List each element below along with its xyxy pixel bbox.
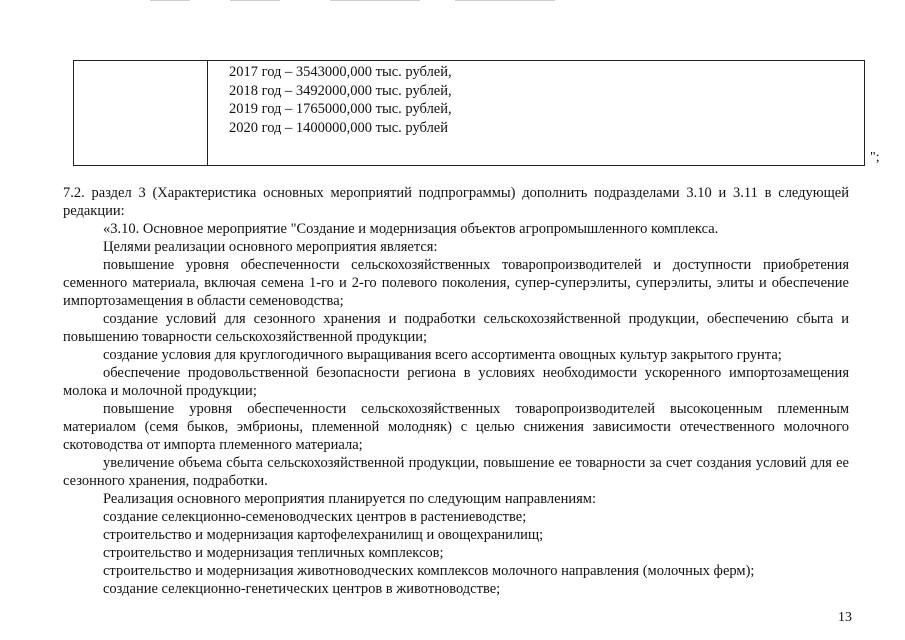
paragraph-goal-breeding: повышение уровня обеспеченности сельскохозяйственных товаропроизводителей высокоценным племенным материалом (семя быков, эмбрионы, племенной молодняк) с целью снижения зависимости отечественного молочного скотоводства от импорта племенного материала;: [63, 401, 849, 453]
financing-row-2017: 2017 год – 3543000,000 тыс. рублей,: [229, 64, 452, 80]
scan-artifact: [230, 0, 280, 1]
list-item: создание селекционно-генетических центров в животноводстве;: [103, 581, 501, 597]
financing-row-2019: 2019 год – 1765000,000 тыс. рублей,: [229, 101, 452, 117]
paragraph-goal-seeds: повышение уровня обеспеченности сельскохозяйственных товаропроизводителей и доступности приобретения семенного материала, включая семена 1-го и 2-го полевого поколения, супер-суперэлиты, суперэлиты, элиты и обеспечение импортозамещения в области семеноводства;: [63, 257, 849, 309]
table-column-divider: [207, 61, 208, 165]
paragraph-section-7-2: 7.2. раздел 3 (Характеристика основных мероприятий подпрограммы) дополнить подразделами 3.10 и 3.11 в следующей редакции:: [63, 185, 849, 219]
closing-quote: ";: [870, 150, 880, 165]
list-item: создание селекционно-семеноводческих центров в растениеводстве;: [103, 509, 527, 525]
paragraph-goal-milk: обеспечение продовольственной безопасности региона в условиях необходимости ускоренного импортозамещения молока и молочной продукции;: [63, 365, 849, 399]
financing-row-2018: 2018 год – 3492000,000 тыс. рублей,: [229, 82, 452, 99]
paragraph-goal-sales: увеличение объема сбыта сельскохозяйственной продукции, повышение ее товарности за счет создания условий для ее сезонного хранения, подработки.: [63, 455, 849, 489]
list-item: строительство и модернизация тепличных комплексов;: [103, 545, 444, 561]
financing-cell: [229, 63, 452, 137]
paragraph-directions-intro: Реализация основного мероприятия планируется по следующим направлениям:: [103, 491, 596, 507]
paragraph-goals-intro: Целями реализации основного мероприятия является:: [103, 239, 438, 255]
document-body: [63, 184, 849, 598]
paragraph-heading-3-10: «3.10. Основное мероприятие "Создание и модернизация объектов агропромышленного комплекса.: [103, 221, 719, 237]
scan-artifact: [455, 0, 555, 1]
list-item: строительство и модернизация картофелехранилищ и овощехранилищ;: [103, 527, 544, 543]
financing-table: [73, 60, 865, 166]
list-item: строительство и модернизация животноводческих комплексов молочного направления (молочных ферм);: [103, 563, 755, 579]
scan-artifact: [150, 0, 190, 1]
scan-artifact: [330, 0, 420, 1]
paragraph-goal-storage: создание условий для сезонного хранения и подработки сельскохозяйственной продукции, обеспечению сбыта и повышению товарности сельскохозяйственной продукции;: [63, 311, 849, 345]
page-number: 13: [838, 610, 852, 625]
paragraph-goal-greenhouse: создание условия для круглогодичного выращивания всего ассортимента овощных культур закрытого грунта;: [103, 347, 782, 363]
financing-row-2020: 2020 год – 1400000,000 тыс. рублей: [229, 119, 449, 136]
